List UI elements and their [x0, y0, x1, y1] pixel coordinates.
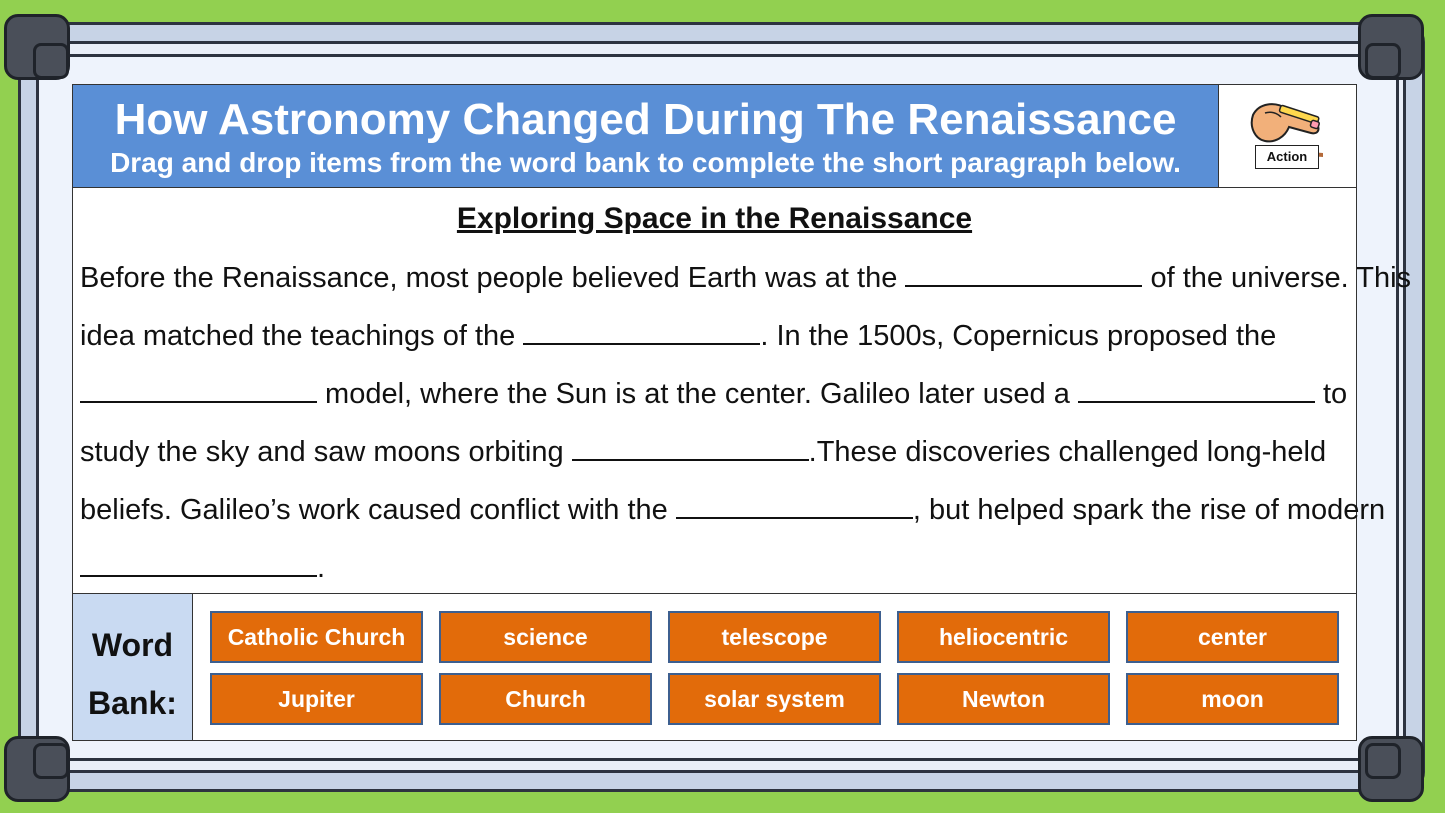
drop-blank[interactable]	[905, 261, 1142, 287]
paragraph-line	[80, 551, 325, 585]
paragraph-area	[73, 188, 1412, 594]
paragraph-line	[80, 435, 1326, 469]
drop-blank[interactable]	[80, 377, 317, 403]
paragraph-line	[80, 493, 1385, 527]
header-banner	[73, 85, 1219, 188]
drop-blank[interactable]	[80, 551, 317, 577]
paragraph-text: .These discoveries challenged long-held	[808, 436, 1327, 468]
action-box	[1219, 85, 1356, 188]
word-chip[interactable]: heliocentric	[897, 611, 1110, 663]
worksheet	[72, 84, 1412, 741]
word-chip[interactable]: telescope	[668, 611, 881, 663]
drop-blank[interactable]	[676, 493, 913, 519]
paragraph-text: to	[1314, 378, 1348, 410]
word-bank-label-line: Bank:	[88, 685, 177, 721]
word-chip[interactable]: Church	[439, 673, 652, 725]
paragraph-text: model, where the Sun is at the center. Galileo later used a	[317, 378, 1078, 410]
word-bank-label	[73, 594, 193, 740]
page-title: How Astronomy Changed During The Renaissance	[114, 95, 1177, 144]
corner-bracket-icon	[4, 736, 70, 802]
paragraph-text: , but helped spark the rise of modern	[912, 494, 1386, 526]
drop-blank[interactable]	[1078, 377, 1315, 403]
paragraph-text: idea matched the teachings of the	[80, 320, 524, 352]
drop-blank[interactable]	[572, 435, 809, 461]
action-label: Action	[1255, 145, 1319, 169]
paragraph-text: beliefs. Galileo’s work caused conflict with the	[80, 494, 676, 526]
word-chip[interactable]: center	[1126, 611, 1339, 663]
corner-bracket-icon	[1358, 14, 1424, 80]
word-chip[interactable]: Catholic Church	[210, 611, 423, 663]
corner-bracket-icon	[4, 14, 70, 80]
paragraph-text: . In the 1500s, Copernicus proposed the	[760, 320, 1277, 352]
paragraph-text: Before the Renaissance, most people believed Earth was at the	[80, 262, 906, 294]
word-chip[interactable]: Newton	[897, 673, 1110, 725]
paragraph-line	[80, 261, 1411, 295]
paragraph-line	[80, 377, 1347, 411]
corner-bracket-icon	[1358, 736, 1424, 802]
word-chip[interactable]: science	[439, 611, 652, 663]
word-chip[interactable]: Jupiter	[210, 673, 423, 725]
word-chip[interactable]: solar system	[668, 673, 881, 725]
word-bank-label-line: Word	[91, 627, 174, 663]
paragraph-text: .	[317, 552, 326, 584]
word-chip[interactable]: moon	[1126, 673, 1339, 725]
word-bank	[73, 593, 1356, 740]
instructions: Drag and drop items from the word bank to complete the short paragraph below.	[110, 147, 1181, 178]
paragraph-text: study the sky and saw moons orbiting	[80, 436, 572, 468]
drop-blank[interactable]	[523, 319, 760, 345]
paragraph-line	[80, 319, 1276, 353]
paragraph-text: of the universe. This	[1142, 262, 1412, 294]
paragraph-heading: Exploring Space in the Renaissance	[456, 202, 973, 235]
